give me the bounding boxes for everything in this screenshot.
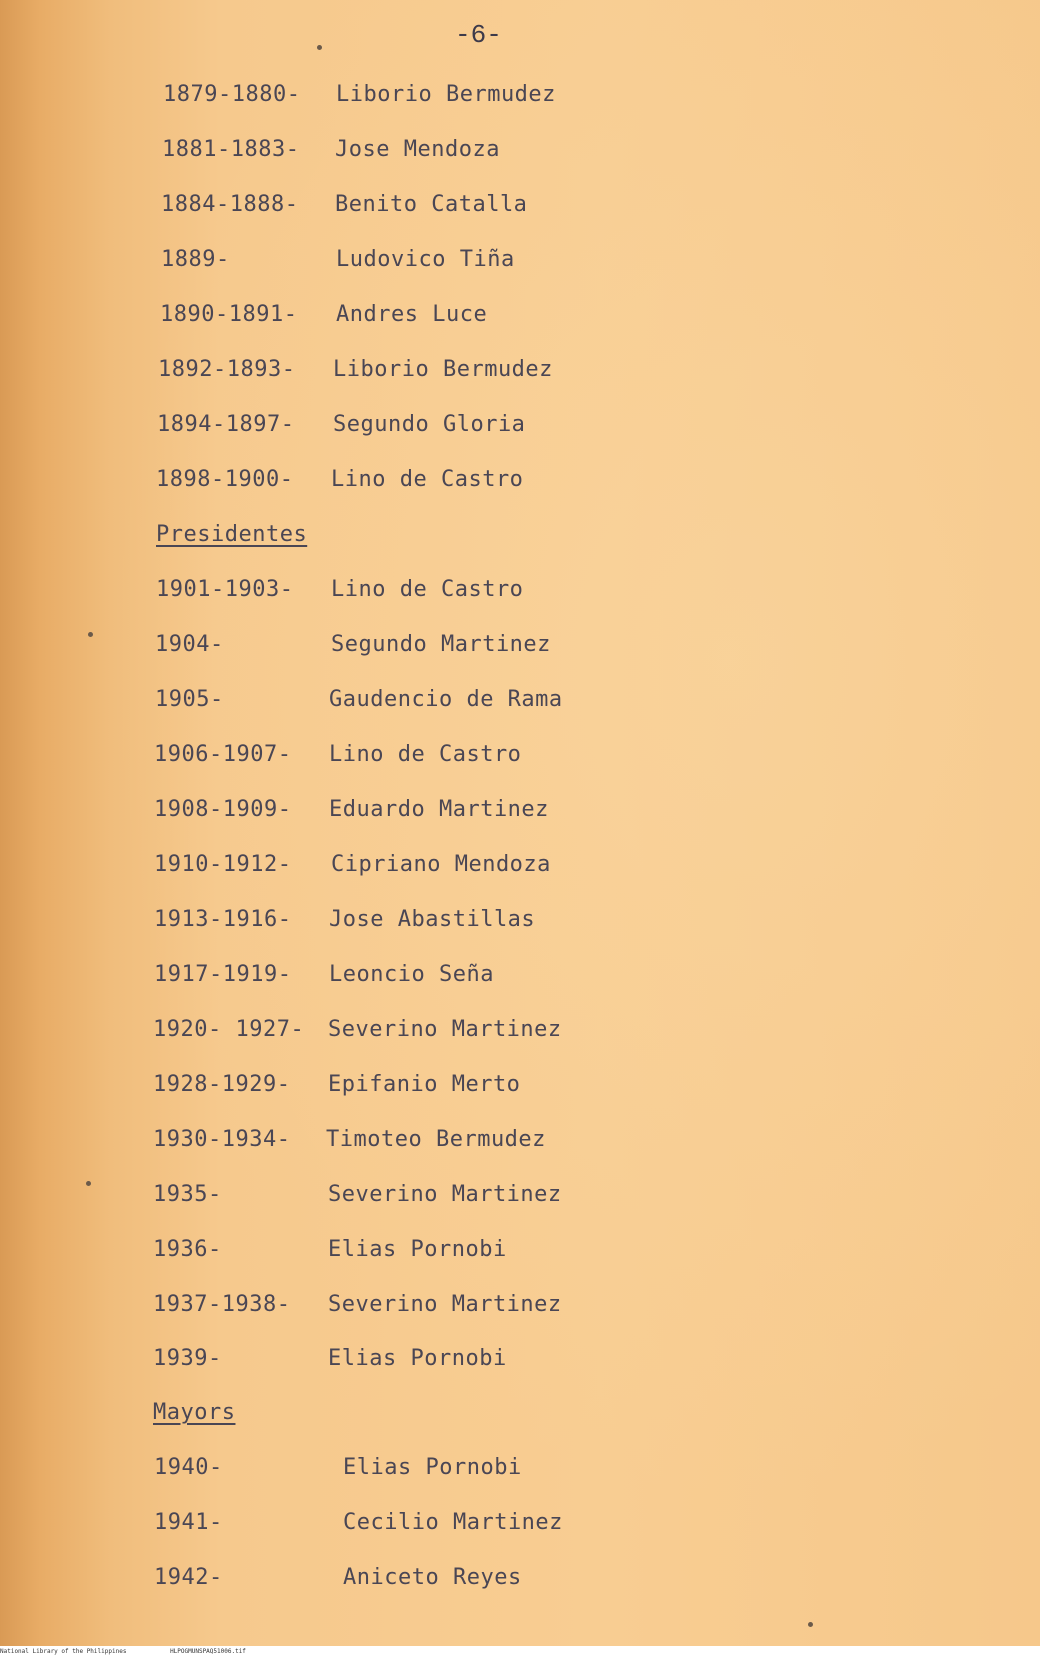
- official-name: Liborio Bermudez: [336, 82, 556, 107]
- term-years: 1881-1883-: [162, 137, 300, 162]
- official-name: Liborio Bermudez: [333, 357, 553, 382]
- official-row: [0, 137, 1040, 177]
- president-row: [0, 577, 1040, 617]
- mayor-name: Aniceto Reyes: [343, 1565, 522, 1590]
- official-row: [0, 192, 1040, 232]
- president-row: [0, 797, 1040, 837]
- president-name: Epifanio Merto: [328, 1072, 521, 1097]
- president-name: Elias Pornobi: [328, 1237, 507, 1262]
- footer-file: HLPOGMUNSPAQ51006.tif: [170, 1648, 246, 1655]
- official-row: [0, 412, 1040, 452]
- president-name: Cipriano Mendoza: [331, 852, 551, 877]
- president-name: Jose Abastillas: [329, 907, 536, 932]
- term-years: 1889-: [161, 247, 230, 272]
- term-years: 1890-1891-: [160, 302, 298, 327]
- president-row: [0, 852, 1040, 892]
- term-years: 1910-1912-: [154, 852, 292, 877]
- president-row: [0, 1292, 1040, 1332]
- term-years: 1904-: [155, 632, 224, 657]
- president-row: [0, 632, 1040, 672]
- president-row: [0, 1346, 1040, 1386]
- president-name: Timoteo Bermudez: [326, 1127, 546, 1152]
- paper-speck: [808, 1622, 813, 1627]
- paper-speck: [317, 45, 322, 50]
- mayor-row: [0, 1455, 1040, 1495]
- official-name: Segundo Gloria: [333, 412, 526, 437]
- president-name: Lino de Castro: [331, 577, 524, 602]
- footer-library: National Library of the Philippines: [0, 1648, 127, 1655]
- term-years: 1879-1880-: [163, 82, 301, 107]
- term-years: 1930-1934-: [153, 1127, 291, 1152]
- mayor-name: Elias Pornobi: [343, 1455, 522, 1480]
- paper-speck: [88, 632, 93, 637]
- president-row: [0, 1127, 1040, 1167]
- term-years: 1939-: [153, 1346, 222, 1371]
- president-name: Lino de Castro: [329, 742, 522, 767]
- official-row: [0, 82, 1040, 122]
- term-years: 1905-: [155, 687, 224, 712]
- section-heading-mayors: Mayors: [153, 1400, 236, 1425]
- president-name: Severino Martinez: [328, 1182, 562, 1207]
- mayor-row: [0, 1510, 1040, 1550]
- mayor-name: Cecilio Martinez: [343, 1510, 563, 1535]
- official-row: [0, 302, 1040, 342]
- president-name: Segundo Martinez: [331, 632, 551, 657]
- president-row: [0, 907, 1040, 947]
- president-name: Gaudencio de Rama: [329, 687, 563, 712]
- president-name: Eduardo Martinez: [329, 797, 549, 822]
- term-years: 1892-1893-: [158, 357, 296, 382]
- president-row: [0, 962, 1040, 1002]
- term-years: 1942-: [154, 1565, 223, 1590]
- president-row: [0, 1237, 1040, 1277]
- page-number: -6-: [455, 20, 502, 50]
- scan-footer: [0, 1646, 1040, 1658]
- term-years: 1928-1929-: [153, 1072, 291, 1097]
- official-name: Jose Mendoza: [335, 137, 500, 162]
- president-row: [0, 1017, 1040, 1057]
- term-years: 1941-: [154, 1510, 223, 1535]
- section-heading-presidentes: Presidentes: [156, 522, 308, 547]
- term-years: 1913-1916-: [154, 907, 292, 932]
- president-name: Severino Martinez: [328, 1292, 562, 1317]
- official-name: Ludovico Tiña: [336, 247, 515, 272]
- paper-speck: [86, 1181, 91, 1186]
- mayor-row: [0, 1565, 1040, 1605]
- official-name: Lino de Castro: [331, 467, 524, 492]
- official-row: [0, 247, 1040, 287]
- official-row: [0, 357, 1040, 397]
- term-years: 1935-: [153, 1182, 222, 1207]
- president-row: [0, 1072, 1040, 1112]
- term-years: 1917-1919-: [154, 962, 292, 987]
- term-years: 1884-1888-: [161, 192, 299, 217]
- president-name: Elias Pornobi: [328, 1346, 507, 1371]
- term-years: 1937-1938-: [153, 1292, 291, 1317]
- term-years: 1908-1909-: [154, 797, 292, 822]
- president-name: Leoncio Seña: [329, 962, 494, 987]
- term-years: 1936-: [153, 1237, 222, 1262]
- term-years: 1920- 1927-: [153, 1017, 305, 1042]
- president-name: Severino Martinez: [328, 1017, 562, 1042]
- term-years: 1898-1900-: [156, 467, 294, 492]
- official-name: Benito Catalla: [335, 192, 528, 217]
- president-row: [0, 742, 1040, 782]
- president-row: [0, 1182, 1040, 1222]
- term-years: 1940-: [154, 1455, 223, 1480]
- official-row: [0, 467, 1040, 507]
- official-name: Andres Luce: [336, 302, 488, 327]
- term-years: 1894-1897-: [157, 412, 295, 437]
- president-row: [0, 687, 1040, 727]
- term-years: 1901-1903-: [156, 577, 294, 602]
- term-years: 1906-1907-: [154, 742, 292, 767]
